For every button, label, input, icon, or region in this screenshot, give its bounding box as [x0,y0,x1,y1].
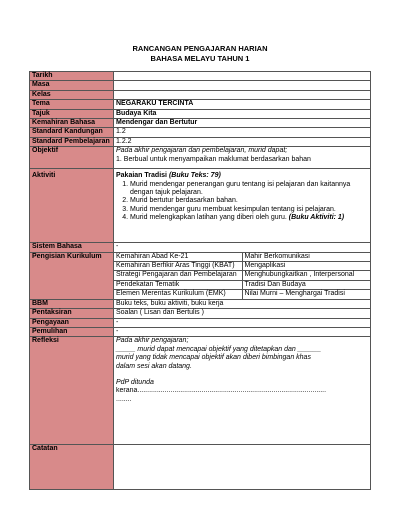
row-kelas [30,90,371,99]
refleksi-line: Pada akhir pengajaran; [116,337,189,345]
kurikulum-row [114,253,370,262]
row-pengisian-kurikulum [30,252,371,299]
kurikulum-key: Elemen Merentas Kurikulum (EMK) [114,290,242,299]
value-masa [114,81,371,90]
aktiviti-heading [116,172,368,180]
row-sistem-bahasa [30,243,371,252]
row-objektif [30,147,371,169]
objektif-item: 1. Berbual untuk menyampaikan maklumat berdasarkan bahan [116,155,311,163]
value-bbm: Buku teks, buku aktiviti, buku kerja [114,299,371,308]
label-catatan: Catatan [30,445,114,490]
page-subtitle: BAHASA MELAYU TAHUN 1 [150,54,250,63]
row-catatan [30,445,371,490]
lesson-plan-table [29,71,371,490]
value-tarikh [114,72,371,81]
aktiviti-steps [116,181,368,223]
label-standard-kandungan: Standard Kandungan [30,128,114,137]
label-objektif: Objektif [30,147,114,169]
row-standard-pembelajaran [30,137,371,146]
label-tarikh: Tarikh [30,72,114,81]
aktiviti-step4-ref: (Buku Aktiviti: 1) [288,214,345,222]
label-kelas: Kelas [30,90,114,99]
value-standard-kandungan: 1.2 [114,128,371,137]
value-objektif [114,147,371,169]
aktiviti-step: 2. Murid bertutur berdasarkan bahan. [130,197,368,205]
row-pemulihan [30,327,371,336]
value-sistem-bahasa: - [114,243,371,252]
label-bbm: BBM [30,299,114,308]
kurikulum-row [114,262,370,271]
aktiviti-ref: (Buku Teks: 79) [168,172,221,180]
value-refleksi [114,337,371,445]
value-kemahiran: Mendengar dan Bertutur [114,119,371,128]
kurikulum-key: Kemahiran Berfikir Aras Tinggi (KBAT) [114,262,242,271]
page-title: RANCANGAN PENGAJARAN HARIAN [132,44,268,53]
kurikulum-value: Nilai Murni – Menghargai Tradisi [242,290,370,299]
label-tajuk: Tajuk [30,109,114,118]
kurikulum-row [114,271,370,280]
value-pemulihan: - [114,327,371,336]
row-kemahiran [30,119,371,128]
value-catatan [114,445,371,490]
kurikulum-value: Mahir Berkomunikasi [242,253,370,262]
kurikulum-key: Strategi Pengajaran dan Pembelajaran [114,271,242,280]
value-tajuk: Budaya Kita [114,109,371,118]
kurikulum-value: Tradisi Dan Budaya [242,280,370,289]
label-pentaksiran: Pentaksiran [30,309,114,318]
label-pengisian-kurikulum: Pengisian Kurikulum [30,252,114,299]
aktiviti-title: Pakaian Tradisi [116,172,167,180]
value-pengisian-kurikulum [114,252,371,299]
kurikulum-value: Mengaplikasi [242,262,370,271]
row-tema [30,100,371,109]
value-pentaksiran: Soalan ( Lisan dan Bertulis ) [114,309,371,318]
refleksi-line: murid yang tidak mencapai objektif akan diberi bimbingan khas [116,354,311,362]
value-tema: NEGARAKU TERCINTA [114,100,371,109]
label-sistem-bahasa: Sistem Bahasa [30,243,114,252]
kurikulum-table [114,253,370,299]
aktiviti-step: 3. Murid mendengar guru membuat kesimpulan tentang isi pelajaran. [130,206,368,214]
label-masa: Masa [30,81,114,90]
kurikulum-key: Pendekatan Tematik [114,280,242,289]
label-pemulihan: Pemulihan [30,327,114,336]
row-bbm [30,299,371,308]
value-aktiviti [114,169,371,243]
row-pengayaan [30,318,371,327]
kurikulum-value: Menghubungkaitkan , Interpersonal [242,271,370,280]
kurikulum-row [114,280,370,289]
aktiviti-step4-text: Murid melengkapkan latihan yang diberi oleh guru. [130,214,287,222]
row-tajuk [30,109,371,118]
objektif-intro: Pada akhir pengajaran dan pembelajaran, murid dapat; [116,147,288,155]
label-standard-pembelajaran: Standard Pembelajaran [30,137,114,146]
value-standard-pembelajaran: 1.2.2 [114,137,371,146]
value-kelas [114,90,371,99]
label-pengayaan: Pengayaan [30,318,114,327]
row-standard-kandungan [30,128,371,137]
label-refleksi: Refleksi [30,337,114,445]
row-pentaksiran [30,309,371,318]
row-refleksi [30,337,371,445]
label-tema: Tema [30,100,114,109]
kurikulum-key: Kemahiran Abad Ke-21 [114,253,242,262]
refleksi-line: ........ [116,395,132,403]
row-aktiviti [30,169,371,243]
refleksi-line: PdP ditunda [116,378,154,386]
label-aktiviti: Aktiviti [30,169,114,243]
aktiviti-step: 1. Murid mendengar penerangan guru tentang isi pelajaran dan kaitannya dengan tajuk pelajaran. [130,181,368,198]
value-pengayaan: - [114,318,371,327]
kurikulum-row [114,290,370,299]
refleksi-line: kerana................................................................................................. [116,387,327,395]
refleksi-line: _____ murid dapat mencapai objektif yang ditetapkan dan ______ [116,345,322,353]
aktiviti-step [130,214,368,222]
refleksi-line: dalam sesi akan datang. [116,362,192,370]
row-masa [30,81,371,90]
label-kemahiran: Kemahiran Bahasa [30,119,114,128]
row-tarikh [30,72,371,81]
